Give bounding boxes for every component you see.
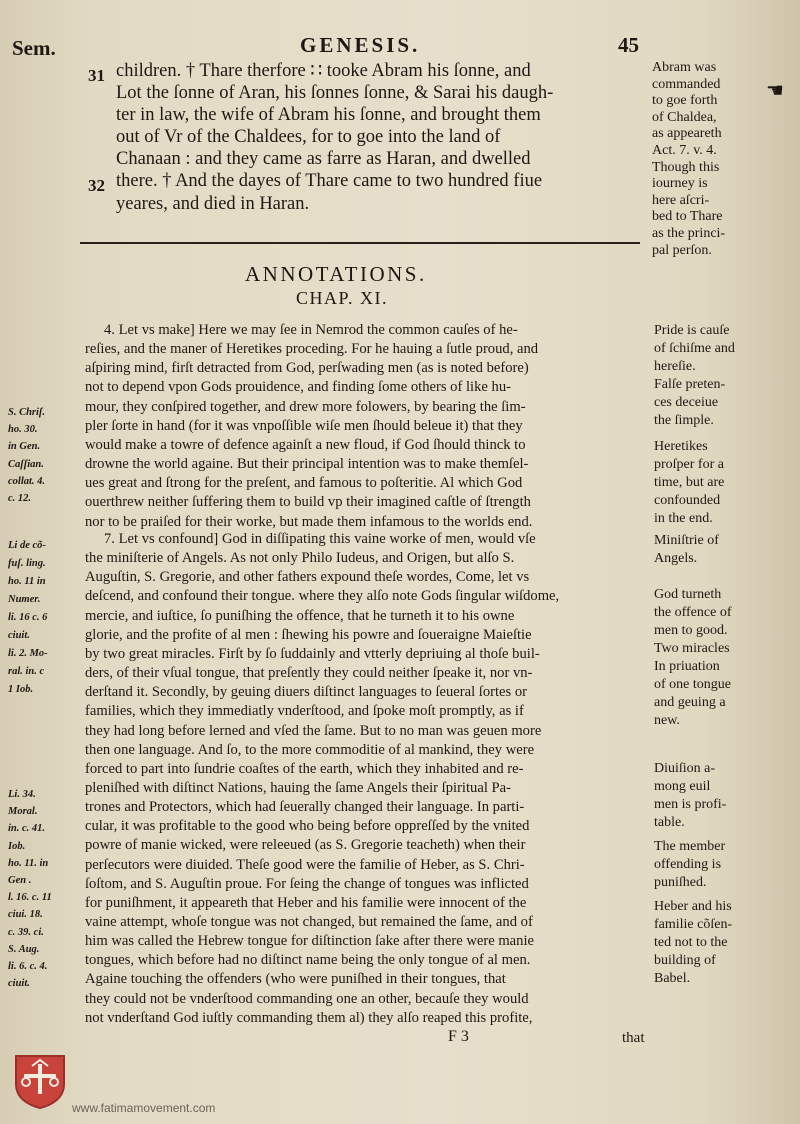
website-watermark: www.fatimamovement.com: [72, 1101, 216, 1115]
margin-note-line: The member: [654, 839, 726, 854]
annotation-line: would make a towre of defence againſt a new floud, if God ſhould thinck to: [85, 436, 526, 453]
verse-line: there. † And the dayes of Thare came to two hundred fiue: [116, 171, 543, 191]
section-divider: [80, 242, 640, 244]
reference-note: [8, 786, 52, 992]
reference-line: Gen .: [8, 875, 32, 887]
reference-note: [8, 537, 48, 699]
reference-line: ral. in. c: [8, 666, 45, 677]
margin-note-line: ces deceiue: [654, 395, 719, 410]
chapter-heading: CHAP. XI.: [296, 288, 389, 308]
margin-note-line: as appeareth: [652, 126, 722, 142]
annotations-heading: ANNOTATIONS.: [245, 262, 427, 286]
margin-note-line: of one tongue: [654, 677, 731, 692]
margin-note-line: men to good.: [654, 623, 728, 638]
margin-note-line: In priuation: [654, 659, 720, 674]
annotation-line: ouerthrew neither ſuffering them to build vp their imagined caſtle of ſtrength: [85, 494, 531, 511]
reference-line: Li de cõ-: [8, 540, 46, 551]
margin-note-line: God turneth: [654, 587, 722, 602]
annotation-line: drowne the world againe. But their principal intention was to make themſel-: [85, 456, 529, 473]
verse-line: children. † Thare therfore ∷ tooke Abram his ſonne, and: [116, 61, 531, 81]
annotation-line: the miniſterie of Angels. As not only Philo Iudeus, and Origen, but alſo S.: [85, 550, 515, 567]
margin-note-line: pal perſon.: [652, 242, 712, 258]
reference-line: ho. 30.: [8, 424, 38, 436]
margin-note-line: Angels.: [654, 551, 698, 566]
annotation-line: for puniſhment, it appeareth that Heber and his familie were innocent of the: [85, 894, 527, 911]
annotation-line: 4. Let vs make] Here we may ſee in Nemrod the common cauſes of he-: [104, 322, 518, 338]
margin-note-line: familie cõſen-: [654, 917, 733, 932]
margin-note-line: here aſcri-: [652, 192, 710, 208]
annotation-line: trones and Protectors, which had ſeuerally changed their language. In parti-: [85, 799, 525, 816]
margin-note-line: table.: [654, 815, 685, 830]
margin-note-line: of ſchiſme and: [654, 341, 735, 356]
annotation-line: pler ſorte in hand (for it was vnpoſſible wiſe men ſhould beleue it) that they: [85, 417, 523, 434]
annotation-line: derſtand it. Secondly, by geuing diuers diſtinct languages to ſeueral ſortes or: [85, 684, 528, 701]
reference-line: li. 16 c. 6: [8, 612, 48, 623]
margin-note-line: of Chaldea,: [652, 109, 717, 125]
annotation-line: cular, it was profitable to the good who being before oppreſſed by the vnited: [85, 818, 530, 835]
margin-note-line: the offence of: [654, 605, 732, 620]
margin-note-line: Abram was: [652, 60, 717, 75]
margin-note-line: confounded: [654, 493, 721, 508]
margin-note: [654, 322, 735, 430]
annotation-line: mercie, and iuſtice, ſo puniſhing the offence, that he turneth it to his owne: [85, 607, 515, 624]
annotation-line: tongues, which before had no diſtinct name being the only tongue of al men.: [85, 952, 531, 969]
annotation-line: deſcend, and confound their tongue. where they alſo note Gods ſingular wiſdome,: [85, 588, 560, 605]
annotation-line: ues great and ſtrong for the preſent, and famous to poſteritie. Al which God: [85, 475, 523, 492]
running-head-title: GENESIS.: [300, 33, 421, 57]
annotation-line: not to depend vpon Gods prouidence, and finding ſome others of like hu-: [85, 379, 511, 396]
shield-logo-icon: [12, 1052, 68, 1110]
annotation-line: nor to be praiſed for their worke, but made them infamous to the worlds end.: [85, 513, 533, 530]
verse-line: ter in law, the wife of Abram his ſonne, and brought them: [116, 105, 541, 125]
reference-note: [8, 404, 45, 507]
reference-line: ho. 11. in: [8, 857, 49, 869]
reference-line: l. 16. c. 11: [8, 892, 52, 904]
verse-line: out of Vr of the Chaldees, for to goe into the land of: [116, 127, 501, 147]
margin-note-line: Pride is cauſe: [654, 323, 730, 338]
margin-note-line: men is profi-: [654, 797, 727, 812]
reference-line: li. 6. c. 4.: [8, 961, 48, 973]
margin-note-line: bed to Thare: [652, 209, 723, 225]
reference-line: in. c. 41.: [8, 823, 46, 835]
margin-note-line: Though this: [652, 159, 720, 175]
margin-note: [654, 532, 719, 568]
margin-note: [654, 838, 725, 892]
annotation-line: ders, of their vſual tongue, that preſently they could neither ſpeake it, nor vn-: [85, 665, 533, 682]
annotation-line: families, which they immediatly vnderſtood, and ſpoke moſt promptly, as if: [85, 703, 524, 720]
margin-note-line: puniſhed.: [654, 875, 707, 890]
annotation-line: by two great miracles. Firſt by ſo ſuddainly and vtterly depriuing al thoſe buil-: [85, 645, 540, 662]
reference-line: Iob.: [8, 840, 26, 852]
verse-number: 31: [88, 66, 105, 85]
annotation-line: him was called the Hebrew tongue for diſtinction ſake after there were manie: [85, 933, 534, 950]
reference-line: 1 Iob.: [8, 684, 34, 695]
margin-note-line: hereſie.: [654, 359, 696, 374]
annotation-line: pleniſhed with diſtinct Nations, hauing the ſame Angels their ſpiritual Pa-: [85, 779, 511, 796]
margin-note-line: as the princi-: [652, 225, 726, 241]
annotation-line: ſoſtom, and S. Auguſtin proue. For ſeing the change of tongues was inflicted: [85, 875, 529, 892]
reference-line: li. 2. Mo-: [8, 648, 48, 659]
reference-line: S. Chriſ.: [8, 407, 46, 418]
annotation-line: forced to part into ſundrie coaſtes of the earth, which they inhabited and re-: [85, 760, 524, 777]
margin-note-line: Falſe preten-: [654, 377, 726, 392]
annotation-line: glorie, and the profite of al men : ſhewing his powre and ſoueraigne Maieſtie: [85, 626, 532, 643]
margin-note-line: ted not to the: [654, 935, 728, 950]
margin-note-line: Two miracles: [654, 641, 730, 656]
reference-line: collat. 4.: [8, 475, 46, 487]
margin-note-line: Babel.: [654, 971, 691, 986]
reference-line: Li. 34.: [8, 789, 36, 800]
reference-line: ciuit.: [8, 978, 30, 990]
margin-note-line: Miniſtrie of: [654, 533, 719, 548]
margin-note-line: commanded: [652, 76, 721, 92]
reference-line: Numer.: [8, 594, 41, 605]
signature-mark: F 3: [448, 1028, 469, 1045]
page-number: 45: [618, 33, 639, 57]
reference-line: c. 12.: [8, 493, 32, 505]
verse-line: Chanaan : and they came as farre as Haran, and dwelled: [116, 149, 531, 169]
pointing-hand-icon: ☚: [766, 80, 784, 102]
reference-line: Moral.: [8, 806, 38, 818]
annotation-line: they could not be vnderſtood commanding one an other, becauſe they would: [85, 990, 529, 1007]
annotation-line: not vnderſtand God iuſtly commanding them al) they alſo reaped this profite,: [85, 1009, 533, 1026]
margin-note: [654, 586, 731, 730]
margin-note-line: Diuiſion a-: [654, 761, 716, 776]
reference-line: ciui. 18.: [8, 909, 43, 921]
annotation-line: mour, they conſpired together, and drew more folowers, by bearing the ſim-: [85, 398, 526, 415]
margin-note-line: and geuing a: [654, 695, 726, 710]
margin-note-abram: [652, 60, 725, 259]
margin-note: [654, 898, 732, 988]
annotation-line: Againe touching the offenders (who were puniſhed in their tongues, that: [85, 971, 506, 988]
margin-note-line: Heber and his: [654, 899, 732, 914]
annotation-line: aſpiring mind, firſt detracted from God, perſwading men (as is noted before): [85, 360, 529, 377]
reference-line: fuſ. ling.: [8, 558, 46, 569]
margin-note-line: offending is: [654, 857, 722, 872]
annotation-line: reſies, and the maner of Heretikes proceding. For he hauing a ſutle proud, and: [85, 341, 539, 358]
annotation-line: they had long before lerned and vſed the ſame. But to no man was geuen more: [85, 722, 542, 739]
running-head-left: Sem.: [12, 36, 56, 60]
annotation-line: vaine attempt, whoſe tongue was not changed, but remained the ſame, and of: [85, 914, 533, 930]
annotation-line: powre of manie wicked, were releeued (as S. Gregorie teacheth) when their: [85, 837, 526, 854]
reference-line: Caſſian.: [8, 458, 44, 470]
reference-line: c. 39. ci.: [8, 926, 44, 938]
margin-note-line: the ſimple.: [654, 413, 714, 428]
annotation-line: Auguſtin, S. Gregorie, and other fathers expound theſe wordes, Come, let vs: [85, 569, 530, 586]
verse-number: 32: [88, 176, 105, 195]
margin-note-line: proſper for a: [654, 457, 724, 472]
annotation-line: perſecutors were diuided. Theſe good were the familie of Heber, as S. Chri-: [85, 856, 525, 873]
reference-line: ho. 11 in: [8, 576, 46, 587]
reference-line: S. Aug.: [8, 943, 40, 955]
margin-note-line: Heretikes: [654, 439, 708, 454]
reference-line: in Gen.: [8, 441, 41, 453]
verse-line: yeares, and died in Haran.: [116, 194, 310, 214]
margin-note: [654, 760, 726, 832]
margin-note-line: Act. 7. v. 4.: [652, 142, 717, 158]
margin-note-line: in the end.: [654, 511, 713, 526]
margin-note-line: time, but are: [654, 475, 725, 490]
verse-line: Lot the ſonne of Aran, his ſonnes ſonne, & Sarai his daugh-: [116, 83, 554, 103]
margin-note: [654, 438, 724, 528]
catchword: that: [622, 1030, 645, 1046]
annotation-line: 7. Let vs confound] God in diſſipating this vaine worke of men, would vſe: [104, 531, 536, 547]
margin-note-line: iourney is: [652, 176, 708, 192]
margin-note-line: to goe forth: [652, 93, 718, 109]
margin-note-line: building of: [654, 953, 716, 968]
margin-note-line: new.: [654, 713, 680, 728]
reference-line: ciuit.: [8, 630, 30, 641]
margin-note-line: mong euil: [654, 779, 711, 794]
annotation-line: then one language. And ſo, to the more commoditie of al mankind, they were: [85, 741, 535, 758]
